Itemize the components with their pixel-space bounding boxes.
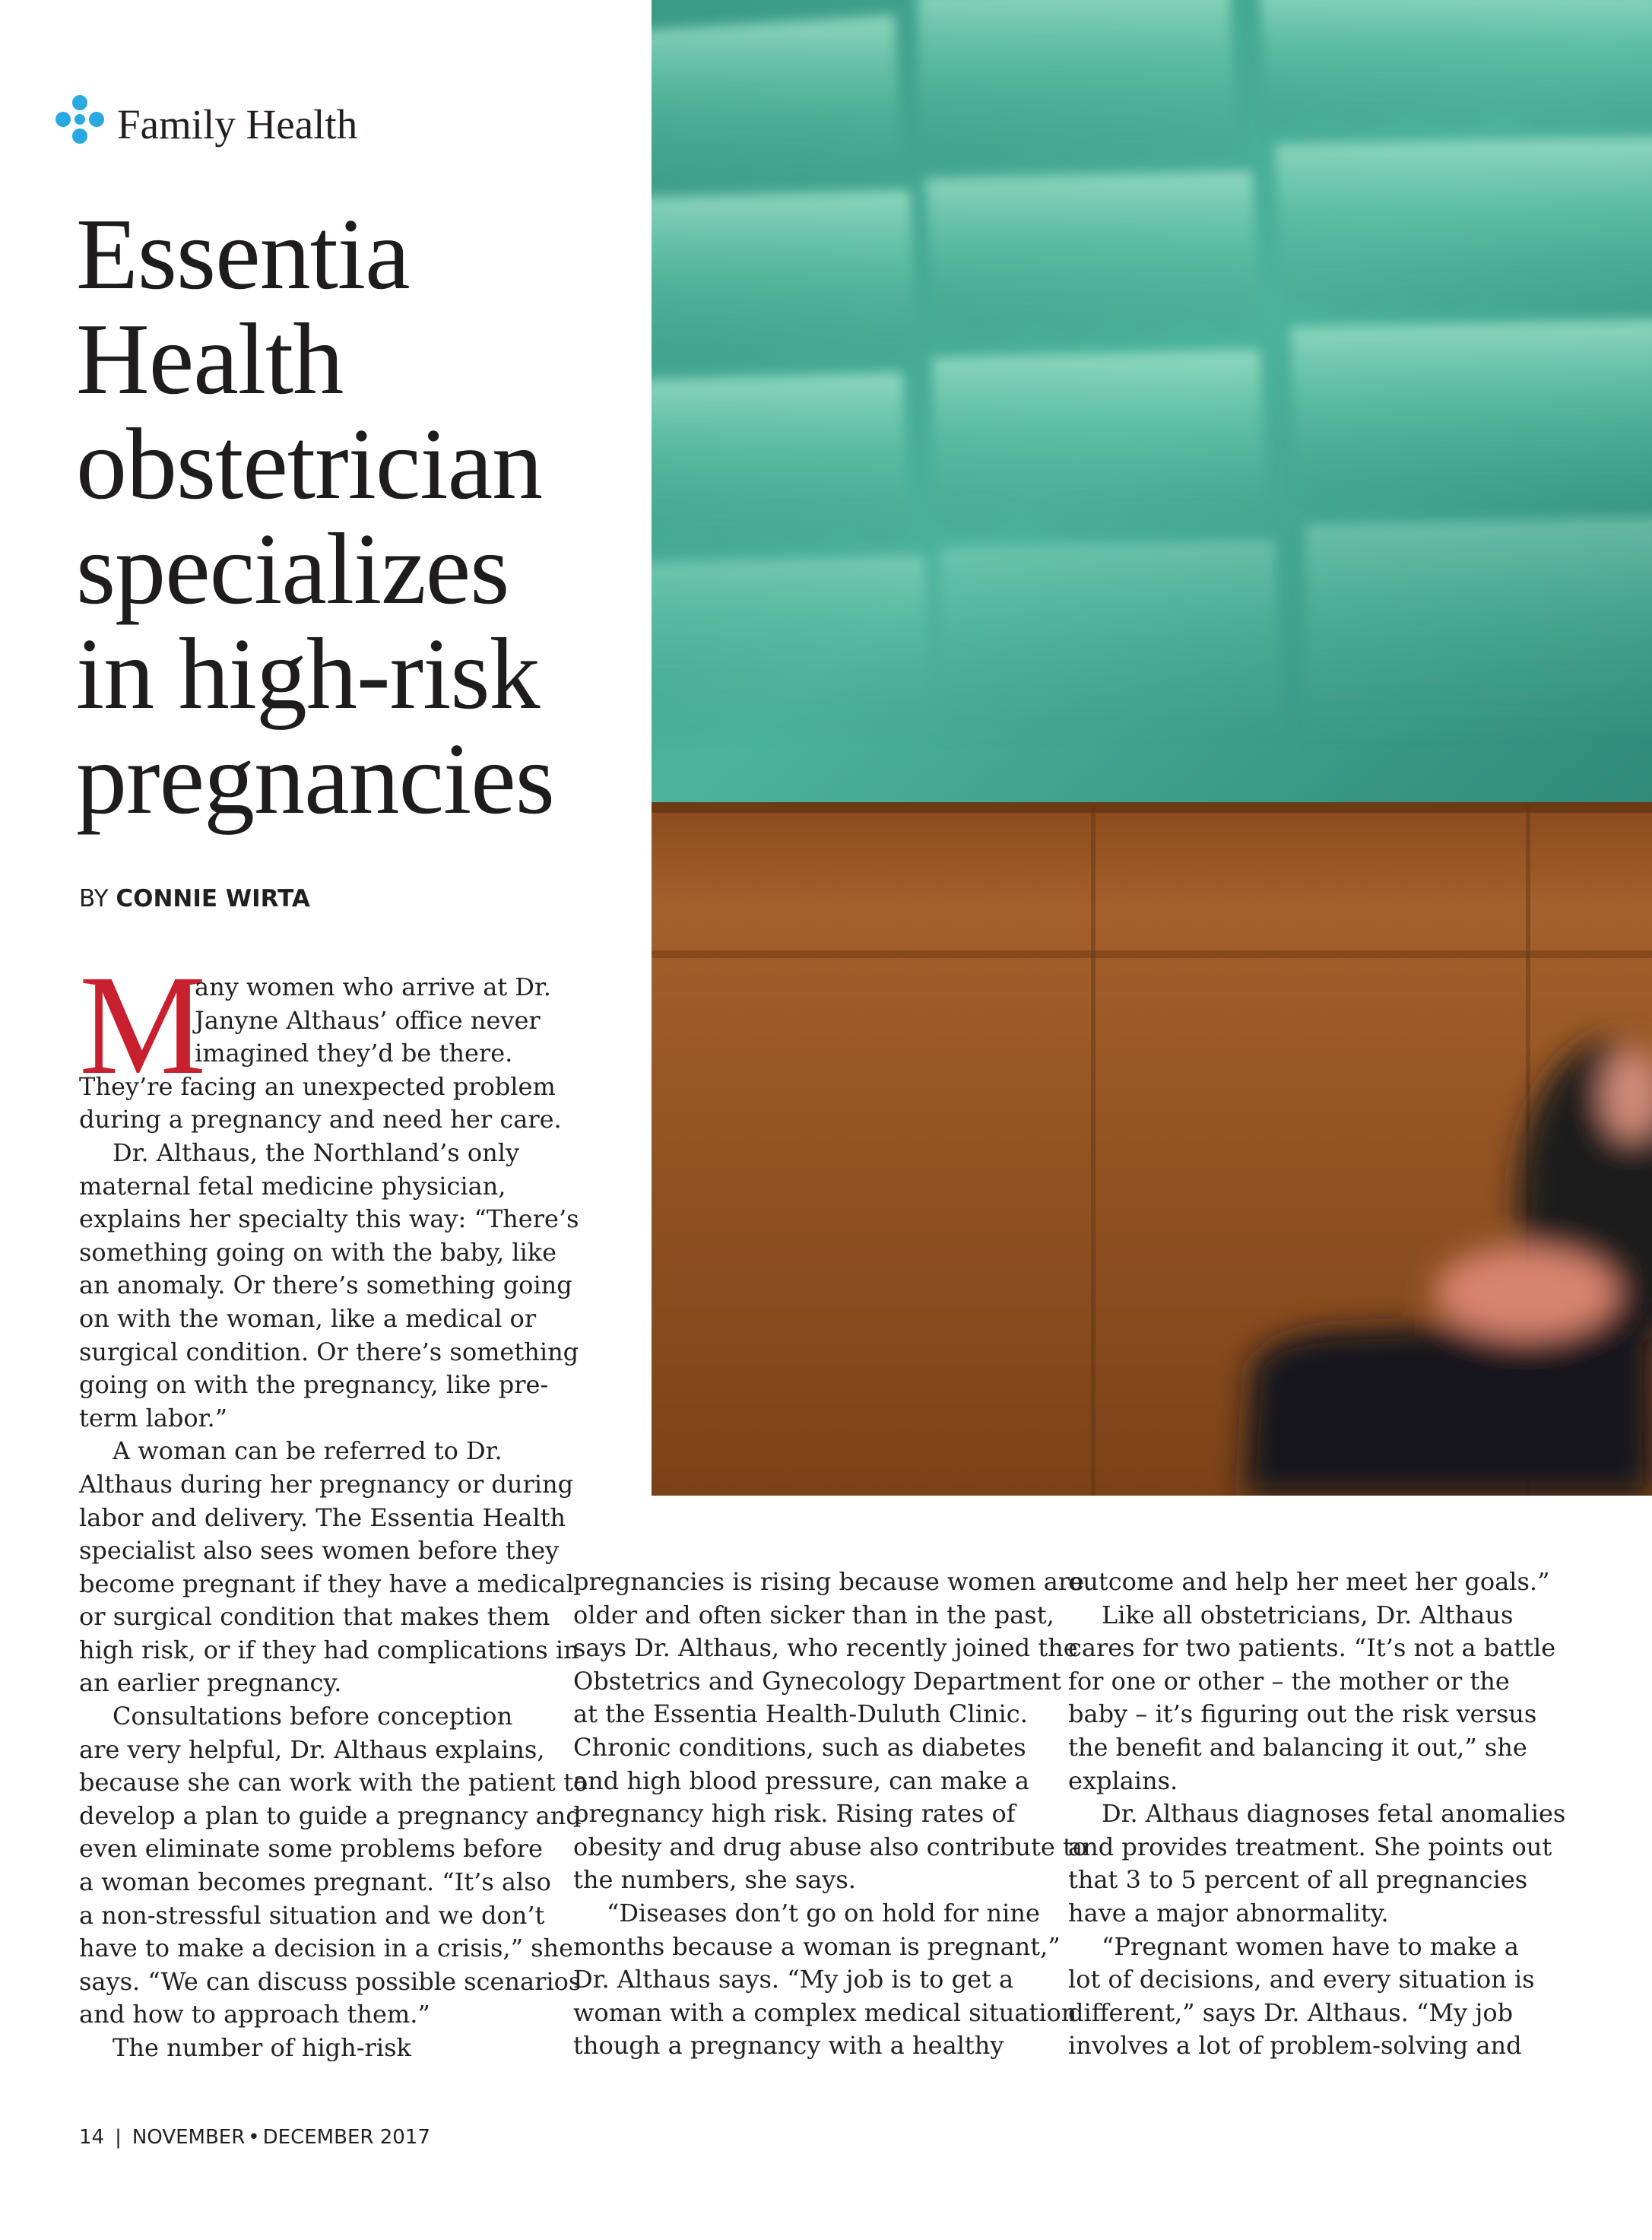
headline-line: Health — [76, 303, 344, 415]
body-column-2 — [573, 1566, 1088, 2063]
body-line: involves a lot of problem-solving and — [1068, 2031, 1522, 2061]
body-line: going on with the pregnancy, like pre- — [79, 1370, 549, 1400]
body-line: even eliminate some problems before — [79, 1834, 543, 1864]
author-name: CONNIE WIRTA — [116, 885, 310, 912]
body-line: or surgical condition that makes them — [79, 1602, 550, 1632]
body-line: have to make a decision in a crisis,” she — [79, 1934, 574, 1963]
body-line: Dr. Althaus, the Northland’s only — [113, 1137, 520, 1167]
body-line: baby – it’s figuring out the risk versus — [1068, 1699, 1537, 1729]
body-line: maternal fetal medicine physician, — [79, 1171, 506, 1201]
body-column-3 — [1068, 1566, 1566, 2063]
body-line: and provides treatment. She points out — [1068, 1832, 1552, 1861]
body-line: pregnancies is rising because women are — [573, 1567, 1085, 1596]
body-line: surgical condition. Or there’s something — [79, 1337, 579, 1366]
body-line: an earlier pregnancy. — [79, 1668, 342, 1698]
body-line: says. “We can discuss possible scenarios — [79, 1966, 582, 1996]
byline — [79, 885, 310, 912]
body-line: Janyne Althaus’ office never — [195, 1005, 541, 1035]
body-line: on with the woman, like a medical or — [79, 1303, 537, 1333]
issue-month-end: DECEMBER 2017 — [262, 2126, 430, 2149]
byline-prefix: BY — [79, 885, 109, 912]
headline-line: Essentia — [76, 198, 410, 310]
body-line: Obstetrics and Gynecology Department — [573, 1666, 1061, 1696]
body-line: for one or other – the mother or the — [1068, 1666, 1510, 1696]
article-headline — [76, 198, 623, 835]
drop-cap: M — [79, 945, 207, 1104]
cross-dots-icon — [53, 93, 106, 146]
body-line: Chronic conditions, such as diabetes — [573, 1732, 1026, 1762]
body-line: The number of high-risk — [113, 2033, 411, 2062]
body-line: imagined they’d be there. — [195, 1039, 513, 1068]
body-line: different,” says Dr. Althaus. “My job — [1068, 1997, 1514, 2027]
headline-line: specializes — [76, 512, 509, 625]
body-line: have a major abnormality. — [1068, 1898, 1389, 1927]
body-line: term labor.” — [79, 1403, 227, 1433]
body-line: because she can work with the patient to — [79, 1768, 588, 1797]
body-line: says Dr. Althaus, who recently joined the — [573, 1633, 1078, 1663]
body-line: and high blood pressure, can make a — [573, 1766, 1029, 1795]
body-line: Althaus during her pregnancy or during — [79, 1469, 574, 1499]
body-line: a woman becomes pregnant. “It’s also — [79, 1867, 551, 1897]
body-line: explains her specialty this way: “There’s — [79, 1204, 579, 1234]
body-column-1 — [79, 971, 588, 2065]
body-line: Dr. Althaus diagnoses fetal anomalies — [1102, 1799, 1566, 1829]
body-line: any women who arrive at Dr. — [195, 972, 551, 1001]
body-line: older and often sicker than in the past, — [573, 1600, 1054, 1629]
body-line: labor and delivery. The Essentia Health — [79, 1502, 566, 1532]
body-line: cares for two patients. “It’s not a battle — [1068, 1633, 1556, 1663]
body-line: outcome and help her meet her goals.” — [1068, 1567, 1550, 1596]
body-line: pregnancy high risk. Rising rates of — [573, 1799, 1016, 1829]
body-line: the numbers, she says. — [573, 1865, 856, 1895]
body-line: specialist also sees women before they — [79, 1536, 560, 1566]
body-line: during a pregnancy and need her care. — [79, 1105, 562, 1134]
body-line: at the Essentia Health-Duluth Clinic. — [573, 1699, 1028, 1729]
headline-line: obstetrician — [76, 408, 543, 520]
page-footer — [79, 2126, 430, 2149]
body-line: explains. — [1068, 1766, 1178, 1795]
body-line: woman with a complex medical situation — [573, 1997, 1077, 2027]
body-line: something going on with the baby, like — [79, 1237, 557, 1267]
issue-month-start: NOVEMBER — [132, 2126, 246, 2149]
body-line: become pregnant if they have a medical — [79, 1569, 574, 1598]
body-line: “Pregnant women have to make a — [1102, 1931, 1519, 1961]
body-line: Like all obstetricians, Dr. Althaus — [1102, 1600, 1514, 1629]
body-line: are very helpful, Dr. Althaus explains, — [79, 1734, 545, 1764]
page-number: 14 — [79, 2126, 105, 2149]
body-line: that 3 to 5 percent of all pregnancies — [1068, 1865, 1528, 1895]
body-line: months because a woman is pregnant,” — [573, 1931, 1061, 1961]
body-line: an anomaly. Or there’s something going — [79, 1271, 572, 1300]
section-label: Family Health — [117, 101, 358, 148]
body-line: a non-stressful situation and we don’t — [79, 1900, 545, 1930]
body-line: though a pregnancy with a healthy — [573, 2031, 1004, 2061]
body-line: high risk, or if they had complications in — [79, 1635, 579, 1664]
body-line: the benefit and balancing it out,” she — [1068, 1732, 1527, 1762]
headline-line: pregnancies — [76, 722, 554, 835]
article-photo — [652, 0, 1652, 1496]
body-line: They’re facing an unexpected problem — [79, 1071, 556, 1101]
footer-divider: | — [115, 2126, 122, 2149]
body-line: obesity and drug abuse also contribute to — [573, 1832, 1088, 1861]
footer-bullet: • — [248, 2126, 260, 2149]
body-line: and how to approach them.” — [79, 2000, 430, 2029]
body-line: A woman can be referred to Dr. — [113, 1436, 503, 1466]
body-line: “Diseases don’t go on hold for nine — [607, 1898, 1040, 1927]
headline-line: in high-risk — [76, 617, 540, 730]
body-line: lot of decisions, and every situation is — [1068, 1965, 1535, 1994]
body-line: Consultations before conception — [113, 1702, 513, 1731]
body-line: develop a plan to guide a pregnancy and — [79, 1801, 582, 1830]
body-line: Dr. Althaus says. “My job is to get a — [573, 1965, 1014, 1994]
